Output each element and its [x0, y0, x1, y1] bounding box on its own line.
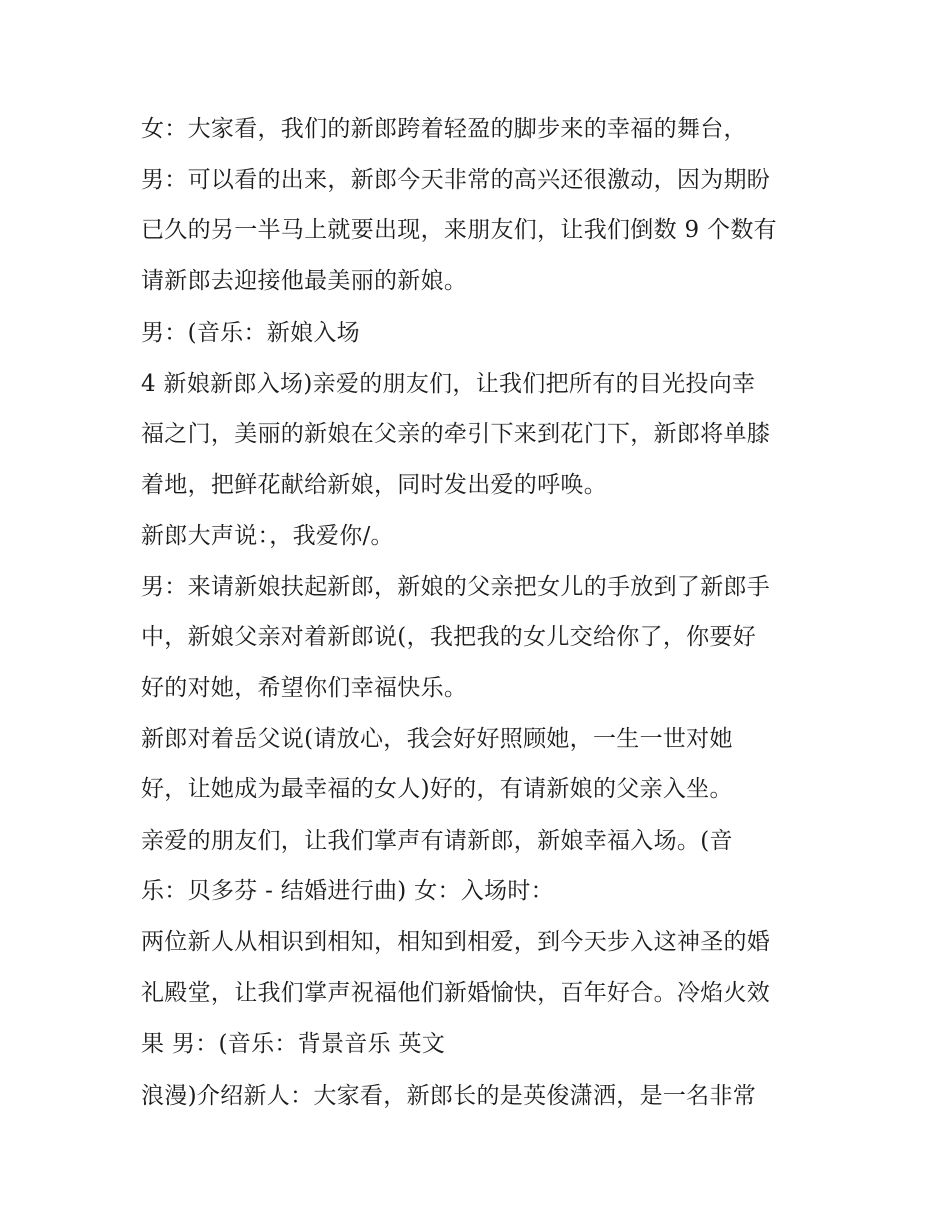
text-line: 着地，把鲜花献给新娘，同时发出爱的呼唤。	[141, 472, 607, 498]
text-line: 新郎大声说：，我爱你/。	[141, 523, 394, 549]
text-line: 男：来请新娘扶起新郎，新娘的父亲把女儿的手放到了新郎手	[141, 574, 771, 600]
text-line: 礼殿堂，让我们掌声祝福他们新婚愉快，百年好合。冷焰火效	[141, 980, 771, 1006]
text-line: 浪漫)介绍新人：大家看，新郎长的是英俊潇洒，是一名非常	[141, 1083, 757, 1109]
text-line: 亲爱的朋友们，让我们掌声有请新郎，新娘幸福入场。(音	[141, 828, 733, 854]
text-line: 女：大家看，我们的新郎跨着轻盈的脚步来的幸福的舞台，	[141, 116, 747, 142]
text-line: 男：(音乐：新娘入场	[141, 320, 360, 346]
text-line: 两位新人从相识到相知，相知到相爱，到今天步入这神圣的婚	[141, 929, 771, 955]
text-line: 果 男：(音乐：背景音乐 英文	[141, 1031, 446, 1057]
text-line: 请新郎去迎接他最美丽的新娘。	[141, 268, 468, 294]
text-line: 已久的另一半马上就要出现，来朋友们，让我们倒数 9 个数有	[141, 217, 777, 243]
text-line: 4 新娘新郎入场)亲爱的朋友们，让我们把所有的目光投向幸	[141, 371, 756, 397]
text-line: 中，新娘父亲对着新郎说(，我把我的女儿交给你了，你要好	[141, 624, 757, 650]
text-line: 新郎对着岳父说(请放心，我会好好照顾她，一生一世对她	[141, 726, 733, 752]
text-line: 好的对她，希望你们幸福快乐。	[141, 675, 468, 701]
text-line: 好，让她成为最幸福的女人)好的，有请新娘的父亲入坐。	[141, 776, 733, 802]
text-line: 福之门，美丽的新娘在父亲的牵引下来到花门下，新郎将单膝	[141, 421, 771, 447]
text-line: 乐：贝多芬 - 结婚进行曲) 女：入场时：	[141, 878, 554, 904]
text-line: 男：可以看的出来，新郎今天非常的高兴还很激动，因为期盼	[141, 167, 771, 193]
